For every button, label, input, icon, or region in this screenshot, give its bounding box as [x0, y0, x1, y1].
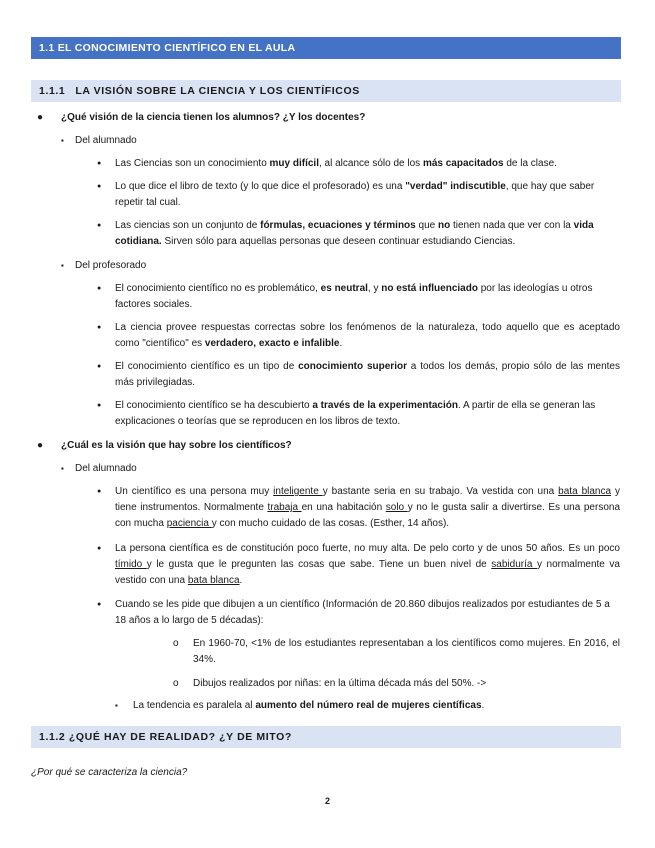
bullet-disc-icon: ● [97, 183, 102, 190]
page-number: 2 [324, 796, 330, 806]
section-heading-1-1-2: 1.1.2 ¿QUÉ HAY DE REALIDAD? ¿Y DE MITO? [31, 726, 621, 748]
bullet-disc-icon: ● [97, 601, 102, 608]
question-2: ¿Cuál es la visión que hay sobre los científicos? [61, 440, 292, 451]
item-cientifico-2: La persona científica es de constitución poco fuerte, no muy alta. De pelo corto y de unos 50 años. Es un poco tímido y le gusta que le pregunten las cosas que sabe. Tiene un buen nivel de sabiduría y normalmente va vestido con una bata blanca. [115, 543, 620, 586]
item-alumnado-3: Las ciencias son un conjunto de fórmulas, ecuaciones y términos que no tienen nada que ver con la vida cotidiana. Sirven sólo para aquellas personas que deseen continuar estudiando Ciencias. [115, 220, 594, 247]
bullet-square-icon: ▪ [61, 136, 64, 145]
bullet-disc-icon: ● [37, 112, 44, 123]
bullet-disc-icon: ● [97, 160, 102, 167]
subitem-ninas: Dibujos realizados por niñas: en la última década más del 50%. -> [193, 678, 487, 689]
bullet-disc-icon: ● [37, 440, 44, 451]
item-profesorado-2: La ciencia provee respuestas correctas sobre los fenómenos de la naturaleza, todo aquello que es aceptado como "científico" es verdadero, exacto e infalible. [115, 322, 620, 349]
bullet-disc-icon: ● [97, 285, 102, 292]
section-heading-1-1-1 [31, 80, 621, 102]
bullet-disc-icon: ● [97, 363, 102, 370]
bullet-circle-icon: o [173, 678, 179, 689]
item-cientifico-3: Cuando se les pide que dibujen a un científico (Información de 20.860 dibujos realizados por estudiantes de 5 a 18 años a lo largo de 5 décadas): [115, 599, 610, 626]
section-heading-1-1: 1.1 EL CONOCIMIENTO CIENTÍFICO EN EL AULA [31, 37, 621, 59]
label-alumnado: Del alumnado [75, 135, 137, 146]
question-1: ¿Qué visión de la ciencia tienen los alumnos? ¿Y los docentes? [61, 112, 366, 123]
bullet-square-icon: ▪ [61, 261, 64, 270]
closing-question: ¿Por qué se caracteriza la ciencia? [31, 767, 188, 778]
item-profesorado-4: El conocimiento científico se ha descubierto a través de la experimentación. A partir de ella se generan las explicaciones o teorías que se reproducen en los libros de texto. [115, 400, 596, 427]
bullet-disc-icon: ● [97, 402, 102, 409]
item-tendencia: La tendencia es paralela al aumento del número real de mujeres científicas. [133, 700, 485, 711]
bullet-square-icon: ▪ [61, 464, 64, 473]
subitem-1960: En 1960-70, <1% de los estudiantes representaban a los científicos como mujeres. En 2016, el 34%. [193, 638, 620, 665]
bullet-disc-icon: ● [97, 488, 102, 495]
item-profesorado-3: El conocimiento científico es un tipo de conocimiento superior a todos los demás, propio sólo de las mentes más privilegiadas. [115, 361, 620, 388]
item-alumnado-2: Lo que dice el libro de texto (y lo que dice el profesorado) es una "verdad" indiscutible, que hay que saber repetir tal cual. [115, 181, 595, 208]
label-profesorado: Del profesorado [75, 260, 147, 271]
bullet-circle-icon: o [173, 638, 179, 649]
bullet-square-icon: ▪ [115, 701, 118, 710]
heading-number: 1.1.1 [39, 85, 66, 97]
item-profesorado-1: El conocimiento científico no es problemático, es neutral, y no está influenciado por las ideologías u otros factores sociales. [115, 283, 593, 310]
bullet-disc-icon: ● [97, 545, 102, 552]
bullet-disc-icon: ● [97, 324, 102, 331]
item-alumnado-1: Las Ciencias son un conocimiento muy difícil, al alcance sólo de los más capacitados de la clase. [115, 158, 557, 169]
bullet-disc-icon: ● [97, 222, 102, 229]
heading-title: LA VISIÓN SOBRE LA CIENCIA Y LOS CIENTÍFICOS [75, 85, 360, 97]
label-alumnado-2: Del alumnado [75, 463, 137, 474]
item-cientifico-1: Un científico es una persona muy inteligente y bastante seria en su trabajo. Va vestida con una bata blanca y tiene instrumentos. Normalmente trabaja en una habitación solo y no le gusta salir a divertirse. Es una persona con mucha paciencia y con mucho cuidado de las cosas. (Esther, 14 años). [115, 486, 621, 529]
